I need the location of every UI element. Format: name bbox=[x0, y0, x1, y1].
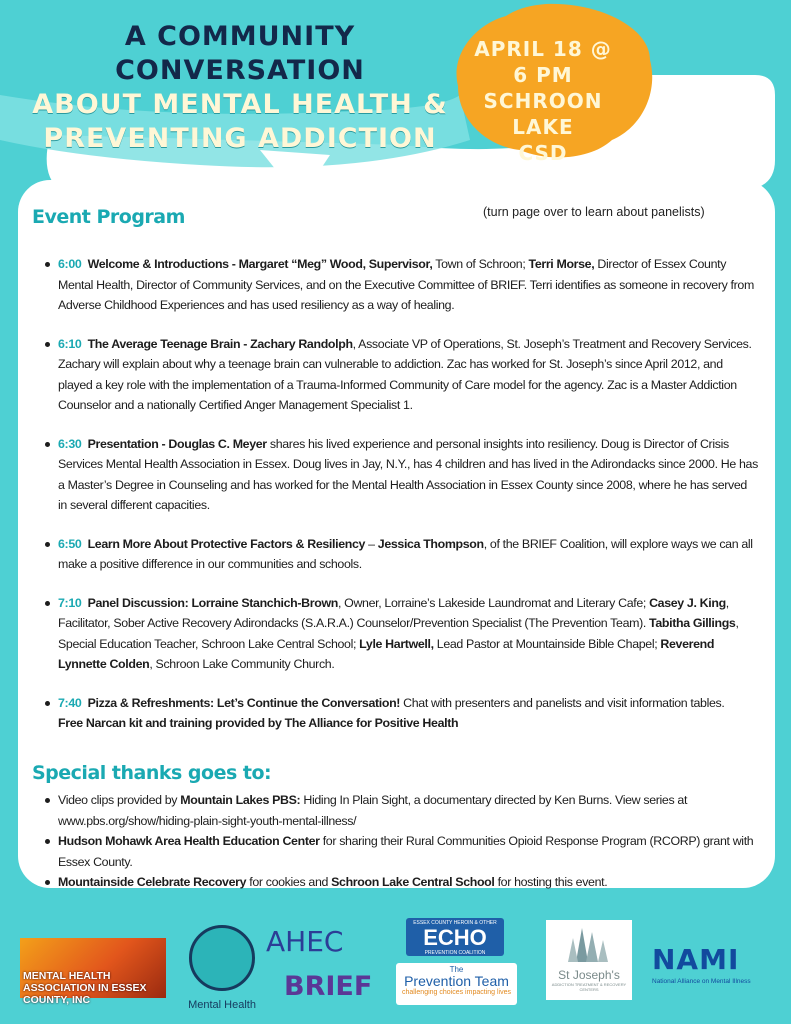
program-text: , Owner, Lorraine’s Lakeside Laundromat and Literary Cafe; bbox=[337, 595, 650, 610]
title-line-2: ABOUT MENTAL HEALTH & bbox=[32, 89, 448, 120]
program-time: 6:50 bbox=[58, 536, 82, 551]
title-line-1: A COMMUNITY CONVERSATION bbox=[115, 21, 365, 86]
title-line-3: PREVENTING ADDICTION bbox=[43, 123, 437, 154]
program-text: , Associate VP of Operations, St. Joseph’s Treatment and Recovery Services. Zachary will explain about why a teenage brain can vulnerable to addiction. Zac has worked for St. Joseph’s since April 2012, and played a key role with the implementation of a Trauma-Informed Community of Care model for the agency. Zac is a Master Addiction Counselor and a nationally Certified Anger Management Specialist 1. bbox=[58, 336, 752, 412]
sponsor-logos bbox=[0, 905, 791, 1024]
program-text: , Special Education Teacher, Schroon Lake Central School; bbox=[58, 616, 739, 651]
thanks-text: Hiding In Plain Sight, a documentary directed by Ken Burns. View series at www.pbs.org/show/hiding-plain-sight-youth-mental-illness/ bbox=[58, 793, 688, 828]
program-time: 7:10 bbox=[58, 595, 82, 610]
program-time: 6:10 bbox=[58, 336, 82, 351]
program-title: The Average Teenage Brain - Zachary Randolph bbox=[87, 336, 353, 351]
event-title bbox=[30, 20, 450, 156]
essex-county-logo bbox=[182, 915, 262, 1010]
badge-location: SCHROON LAKE bbox=[483, 89, 603, 139]
program-title: Presentation - Douglas C. Meyer bbox=[87, 436, 267, 451]
sponsor-name: Mountain Lakes PBS: bbox=[180, 793, 301, 807]
program-time: 6:00 bbox=[58, 257, 82, 271]
thanks-item bbox=[58, 872, 758, 893]
program-item bbox=[58, 334, 758, 416]
program-time: 6:30 bbox=[58, 436, 82, 451]
program-text: Director of Essex County Mental Health, Director of Community Services, and on the Executive Committee of BRIEF. Terri identifies as someone in recovery from Adverse Childhood Experiences and has used resiliency as a way of healing. bbox=[58, 257, 754, 312]
thanks-item bbox=[58, 831, 758, 872]
prev-text-c: challenging choices impacting lives bbox=[402, 989, 511, 996]
program-text: , of the BRIEF Coalition, will explore ways we can all make a positive difference in our communities and schools. bbox=[58, 536, 753, 571]
program-title: Pizza & Refreshments: Let’s Continue the Conversation! bbox=[87, 695, 401, 710]
speaker-name: Tabitha Gillings bbox=[649, 616, 736, 630]
sj-name: St Joseph's bbox=[558, 968, 620, 982]
tree-icon bbox=[546, 922, 632, 966]
nami-sub: National Alliance on Mental Illness bbox=[652, 978, 751, 985]
program-text: , Schroon Lake Community Church. bbox=[149, 657, 335, 671]
speaker-name: Jessica Thompson bbox=[377, 536, 484, 551]
program-text: Chat with presenters and panelists and visit information tables. bbox=[400, 695, 725, 710]
program-item bbox=[58, 434, 758, 516]
program-title: Welcome & Introductions - Margaret “Meg” Wood, Supervisor, bbox=[87, 257, 433, 271]
sponsor-name: Schroon Lake Central School bbox=[331, 875, 495, 889]
program-time: 7:40 bbox=[58, 695, 82, 710]
thanks-text: Video clips provided by bbox=[58, 793, 181, 807]
prev-text-a: The bbox=[449, 965, 464, 974]
essex-logo-text: Mental Health bbox=[188, 999, 256, 1011]
heart-hands-icon bbox=[189, 925, 255, 991]
badge-date: APRIL 18 @ 6 PM bbox=[474, 37, 612, 87]
thanks-heading: Special thanks goes to: bbox=[32, 762, 272, 784]
echo-logo bbox=[406, 918, 504, 956]
mha-logo: MENTAL HEALTH ASSOCIATION IN ESSEX COUNTY, INC bbox=[20, 938, 166, 998]
prevention-team-logo bbox=[396, 963, 517, 1005]
speaker-name: Casey J. King bbox=[649, 595, 726, 610]
program-text: Lead Pastor at Mountainside Bible Chapel; bbox=[433, 636, 661, 651]
program-heading: Event Program bbox=[32, 206, 185, 228]
program-item bbox=[58, 693, 758, 734]
speaker-name: Reverend Lynnette Colden bbox=[58, 636, 715, 671]
program-title: Panel Discussion: Lorraine Stanchich-Brown bbox=[87, 595, 338, 610]
speaker-name: Lyle Hartwell, bbox=[359, 636, 434, 651]
st-josephs-logo bbox=[546, 920, 632, 1000]
program-text: , Facilitator, Sober Active Recovery Adirondacks (S.A.R.A.) Counselor/Prevention Specialist (The Prevention Team). bbox=[58, 595, 729, 630]
thanks-text: for cookies and bbox=[246, 875, 332, 889]
prev-text-b: Prevention Team bbox=[404, 973, 509, 989]
program-title: Learn More About Protective Factors & Resiliency bbox=[87, 536, 366, 551]
thanks-list bbox=[58, 790, 758, 893]
thanks-text: for hosting this event. bbox=[494, 875, 608, 889]
program-item bbox=[58, 254, 758, 316]
sponsor-name: Mountainside Celebrate Recovery bbox=[58, 875, 247, 889]
program-text: – bbox=[365, 536, 378, 551]
echo-top-text: ESSEX COUNTY HEROIN & OTHER bbox=[413, 920, 497, 926]
narcan-note: Free Narcan kit and training provided by The Alliance for Positive Health bbox=[58, 716, 459, 730]
nami-logo bbox=[652, 943, 772, 983]
sj-sub: ADDICTION TREATMENT & RECOVERY CENTERS bbox=[551, 982, 627, 992]
nami-text: NAMI bbox=[652, 943, 740, 976]
program-text: Town of Schroon; bbox=[432, 257, 529, 271]
date-badge bbox=[468, 36, 618, 166]
panelists-note: (turn page over to learn about panelists) bbox=[483, 205, 705, 219]
program-text: shares his lived experience and personal insights into resiliency. Doug is Director of Crisis Services Mental Health Association in Essex. Doug lives in Jay, N.Y., has 4 children and has lived in the Adirondacks since 2000. He has a Master’s Degree in Counseling and has worked for the Mental Health Association in Essex County since 2008, where he has served in several different capacities. bbox=[58, 436, 758, 512]
ahec-logo: AHEC bbox=[266, 925, 344, 958]
thanks-text: for sharing their Rural Communities Opioid Response Program (RCORP) grant with Essex County. bbox=[58, 834, 754, 869]
badge-school: CSD bbox=[518, 141, 568, 165]
thanks-item bbox=[58, 790, 758, 831]
program-item bbox=[58, 593, 758, 675]
program-item bbox=[58, 534, 758, 575]
program-list bbox=[58, 254, 758, 752]
brief-logo: BRIEF bbox=[284, 971, 373, 1002]
speaker-name: Terri Morse, bbox=[528, 257, 595, 271]
echo-bottom-text: PREVENTION COALITION bbox=[424, 950, 486, 956]
echo-text: ECHO bbox=[423, 925, 487, 950]
sponsor-name: Hudson Mohawk Area Health Education Center bbox=[58, 834, 320, 848]
